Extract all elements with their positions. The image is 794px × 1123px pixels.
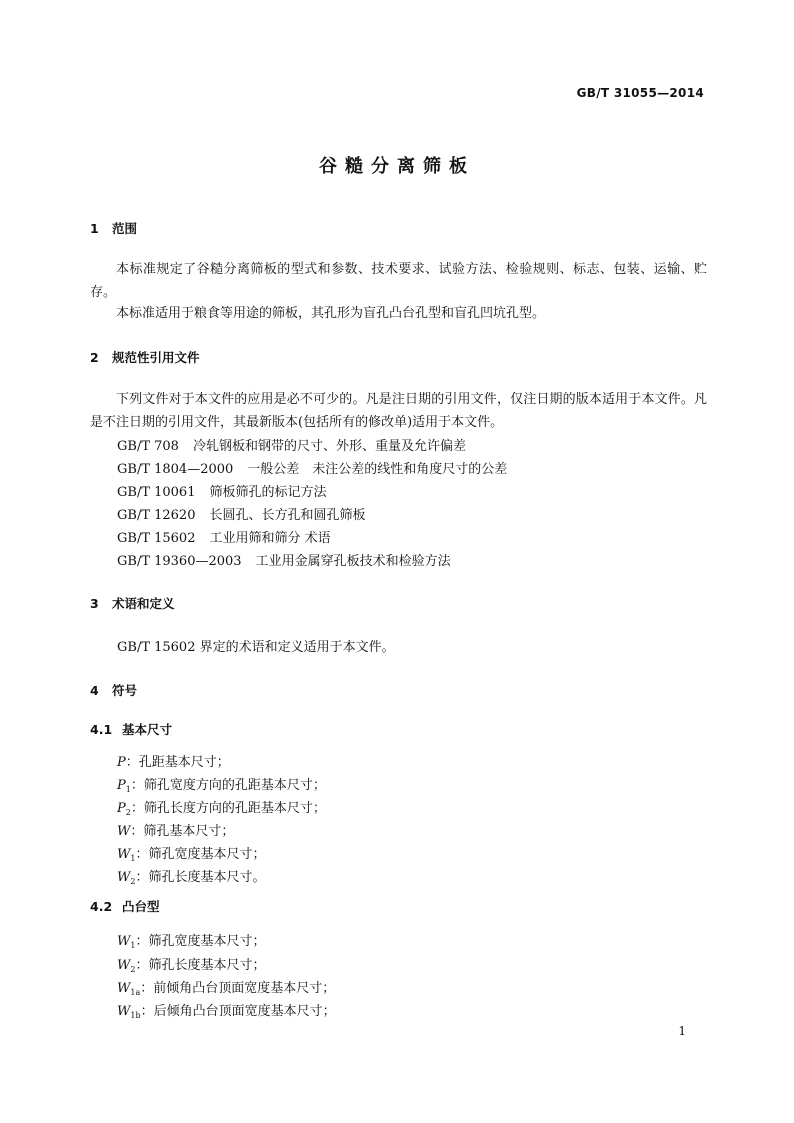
symbol-description: ：前倾角凸台顶面宽度基本尺寸； <box>140 981 336 996</box>
symbol-description: ：筛孔宽度基本尺寸； <box>135 934 266 949</box>
symbol-item <box>117 1000 336 1020</box>
symbol: W <box>117 1004 131 1019</box>
reference-code: GB/T 10061 <box>117 485 196 500</box>
reference-item <box>117 550 451 569</box>
symbol-subscript: 2 <box>125 808 131 817</box>
standard-code: GB/T 31055—2014 <box>576 86 704 100</box>
symbol-item <box>117 774 326 794</box>
reference-title: 工业用金属穿孔板技术和检验方法 <box>255 554 451 569</box>
symbol-item <box>117 797 326 817</box>
reference-title: 筛板筛孔的标记方法 <box>209 485 327 500</box>
section-1-heading <box>90 219 137 237</box>
section-number: 1 <box>90 221 99 236</box>
symbol: W <box>117 958 131 973</box>
reference-code: GB/T 1804—2000 <box>117 462 234 477</box>
symbol-description: ：筛孔长度基本尺寸。 <box>135 870 266 885</box>
symbol-description: ：筛孔长度基本尺寸； <box>135 958 266 973</box>
symbol: P <box>117 801 126 816</box>
symbol-subscript: 2 <box>130 877 136 886</box>
symbol-subscript: 2 <box>130 965 136 974</box>
reference-code: GB/T 12620 <box>117 508 196 523</box>
symbol-description: ：筛孔宽度基本尺寸； <box>135 847 266 862</box>
reference-title: 冷轧钢板和钢带的尺寸、外形、重量及允许偏差 <box>192 439 466 454</box>
symbol-subscript: 1a <box>130 988 141 997</box>
reference-item <box>117 504 366 523</box>
reference-item <box>117 481 327 500</box>
symbol: W <box>117 981 131 996</box>
reference-title: 一般公差 未注公差的线性和角度尺寸的公差 <box>247 462 508 477</box>
symbol-description: ：筛孔长度方向的孔距基本尺寸； <box>130 801 326 816</box>
section-number: 4 <box>90 683 99 698</box>
symbol: W <box>117 824 131 839</box>
section-title: 规范性引用文件 <box>112 350 200 365</box>
document-title: 谷糙分离筛板 <box>319 156 475 177</box>
symbol: W <box>117 934 131 949</box>
reference-item <box>117 527 331 546</box>
symbol: P <box>117 755 126 770</box>
section-1-paragraph-1: 本标准规定了谷糙分离筛板的型式和参数、技术要求、试验方法、检验规则、标志、包装、运输、贮存。 <box>90 262 707 300</box>
section-1-paragraph-2: 本标准适用于粮食等用途的筛板，其孔形为盲孔凸台孔型和盲孔凹坑孔型。 <box>116 306 546 321</box>
symbol-item <box>117 977 335 997</box>
symbol-item <box>117 954 265 974</box>
page-number: 1 <box>678 1024 686 1038</box>
symbol-description: ：孔距基本尺寸； <box>125 755 230 770</box>
section-3-heading <box>90 594 175 612</box>
section-2-heading <box>90 348 200 366</box>
symbol-item <box>117 843 265 863</box>
symbol-subscript: 1 <box>125 785 131 794</box>
symbol-item <box>117 930 265 950</box>
symbol: P <box>117 778 126 793</box>
section-number: 2 <box>90 350 99 365</box>
symbol-item <box>117 866 265 886</box>
reference-item <box>117 458 507 477</box>
symbol-item <box>117 820 234 839</box>
section-title: 范围 <box>112 221 138 236</box>
symbol-subscript: 1 <box>130 941 136 950</box>
section-2-intro: 下列文件对于本文件的应用是必不可少的。凡是注日期的引用文件，仅注日期的版本适用于本文件。凡是不注日期的引用文件，其最新版本(包括所有的修改单)适用于本文件。 <box>90 392 707 430</box>
symbol: W <box>117 847 131 862</box>
reference-item <box>117 435 466 454</box>
section-title: 符号 <box>112 683 138 698</box>
symbol-description: ：筛孔宽度方向的孔距基本尺寸； <box>130 778 326 793</box>
subsection-title: 基本尺寸 <box>122 722 173 737</box>
reference-code: GB/T 15602 <box>117 531 196 546</box>
symbol-description: ：筛孔基本尺寸； <box>130 824 235 839</box>
section-4-heading <box>90 681 137 699</box>
subsection-number: 4.2 <box>90 899 113 914</box>
subsection-title: 凸台型 <box>122 899 160 914</box>
symbol: W <box>117 870 131 885</box>
symbol-subscript: 1b <box>130 1011 141 1020</box>
section-3-text: GB/T 15602 界定的术语和定义适用于本文件。 <box>117 640 395 655</box>
subsection-4-1-heading <box>90 720 172 738</box>
section-title: 术语和定义 <box>112 596 175 611</box>
subsection-number: 4.1 <box>90 722 113 737</box>
symbol-subscript: 1 <box>130 854 136 863</box>
reference-title: 工业用筛和筛分 术语 <box>209 531 331 546</box>
section-number: 3 <box>90 596 99 611</box>
symbol-description: ：后倾角凸台顶面宽度基本尺寸； <box>140 1004 336 1019</box>
subsection-4-2-heading <box>90 897 160 915</box>
symbol-item <box>117 751 230 770</box>
reference-code: GB/T 19360—2003 <box>117 554 242 569</box>
reference-title: 长圆孔、长方孔和圆孔筛板 <box>209 508 366 523</box>
reference-code: GB/T 708 <box>117 439 179 454</box>
